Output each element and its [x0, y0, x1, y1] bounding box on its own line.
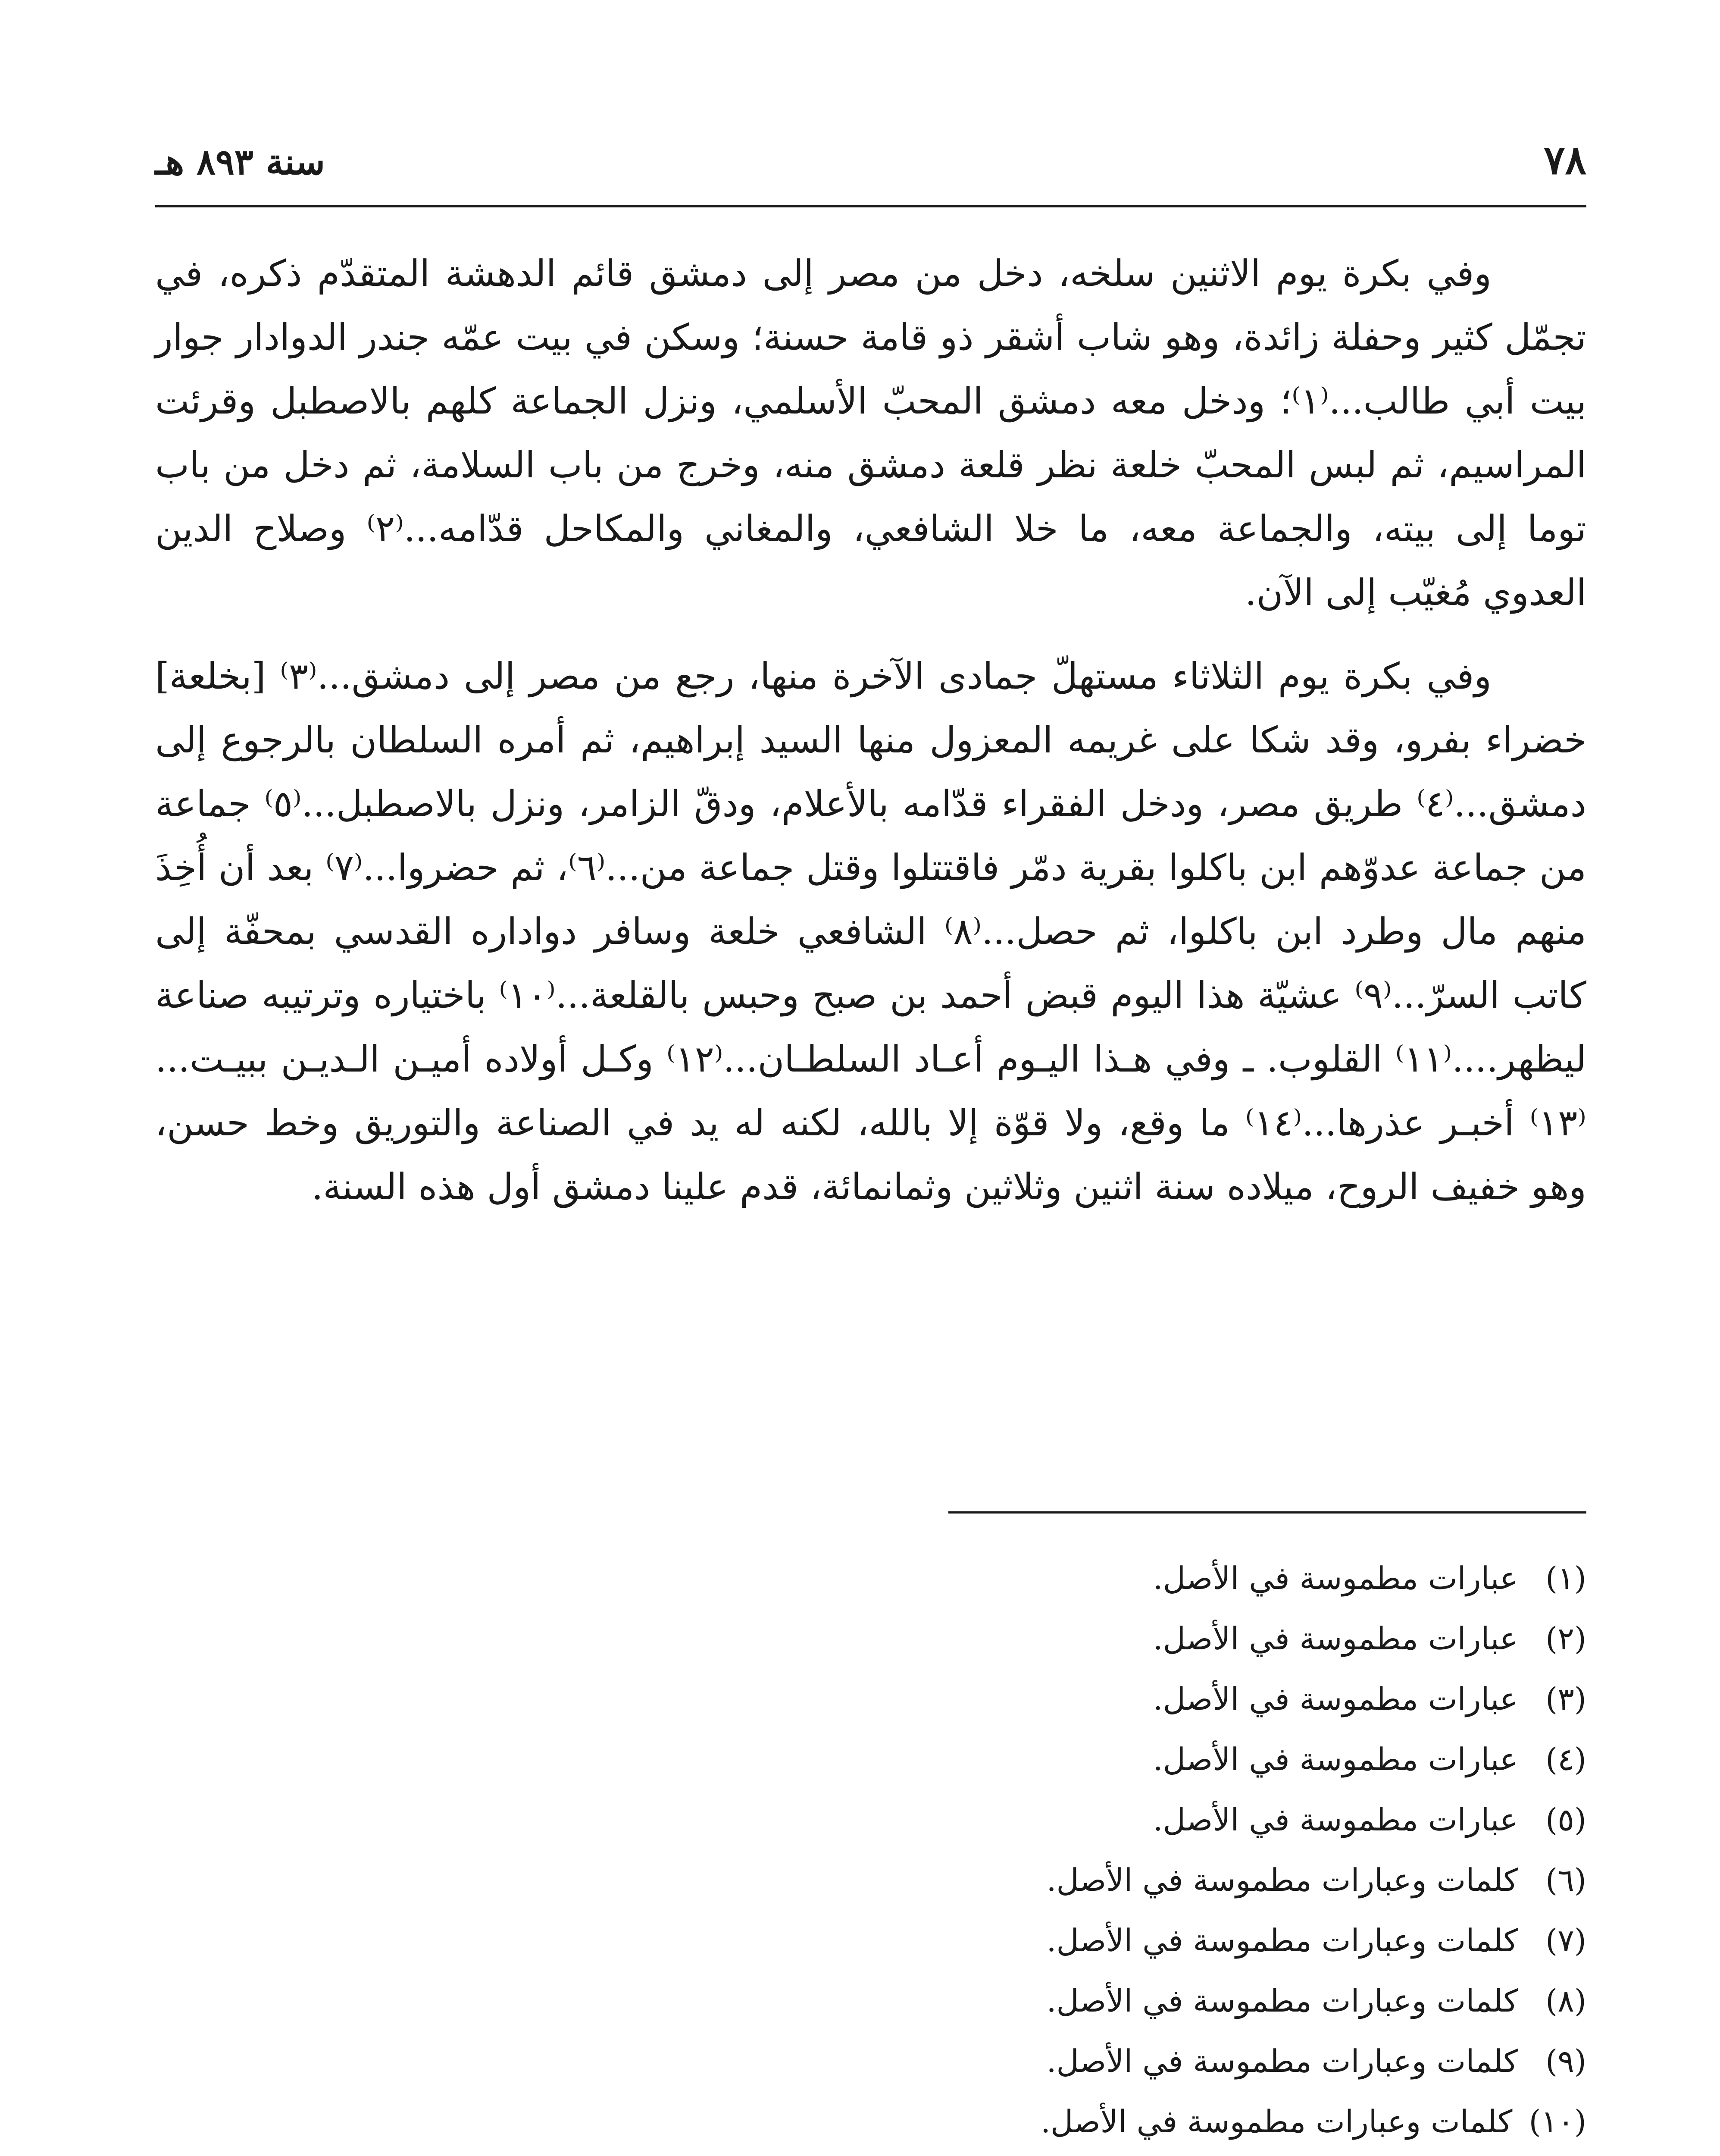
footnote	[810, 2091, 1586, 2152]
paragraph: وفي بكرة يوم الاثنين سلخه، دخل من مصر إلى دمشق قائم الدهشة المتقدّم ذكره، في تجمّل كثير وحفلة زائدة، وهو شاب أشقر ذو قامة حسنة؛ وسكن في بيت عمّه جندر الدوادار جوار بيت أبي طالب...⁽١⁾؛ ودخل معه دمشق المحبّ الأسلمي، ونزل الجماعة كلهم بالاصطبل وقرئت المراسيم، ثم لبس المحبّ خلعة نظر قلعة دمشق منه، وخرج من باب السلامة، ثم دخل من باب توما إلى بيته، والجماعة معه، ما خلا الشافعي، والمغاني والمكاحل قدّامه...⁽٢⁾ وصلاح الدين العدوي مُغيّب إلى الآن.	[155, 252, 1586, 614]
footnote-number: (٩)	[1545, 2043, 1586, 2079]
footnote	[810, 1910, 1586, 1971]
footnote-number: (٨)	[1545, 1983, 1586, 2019]
footnote-number: (٣)	[1545, 1681, 1586, 1717]
body-text	[155, 241, 1586, 1238]
footnote-text: عبارات مطموسة في الأصل.	[1153, 1620, 1518, 1657]
paragraph: وفي بكرة يوم الثلاثاء مستهلّ جمادى الآخرة منها، رجع من مصر إلى دمشق...⁽٣⁾ [بخلعة] خضراء بفرو، وقد شكا على غريمه المعزول منها السيد إبراهيم، ثم أمره السلطان بالرجوع إلى دمشق...⁽٤⁾ طريق مصر، ودخل الفقراء قدّامه بالأعلام، ودقّ الزامر، ونزل بالاصطبل...⁽٥⁾ جماعة من جماعة عدوّهم ابن باكلوا بقرية دمّر فاقتتلوا وقتل جماعة من...⁽٦⁾، ثم حضروا...⁽٧⁾ بعد أن أُخِذَ منهم مال وطرد ابن باكلوا، ثم حصل...⁽٨⁾ الشافعي خلعة وسافر دواداره القدسي بمحفّة إلى كاتب السرّ...⁽٩⁾ عشيّة هذا اليوم قبض أحمد بن صبح وحبس بالقلعة...⁽١٠⁾ باختياره وترتيبه صناعة ليظهر....⁽١١⁾ القلوب. ـ وفي هـذا اليـوم أعـاد السلطـان...⁽١٢⁾ وكـل أولاده أميـن الـديـن ببيـت...⁽١٣⁾ أخبـر عذرها...⁽١٤⁾ ما وقع، ولا قوّة إلا بالله، لكنه له يد في الصناعة والتوريق وخط حسن، وهو خفيف الروح، ميلاده سنة اثنين وثلاثين وثمانمائة، قدم علينا دمشق أول هذه السنة.	[155, 655, 1586, 1208]
footnote-number	[1529, 2152, 1586, 2156]
footnote-text: كلمات وعبارات مطموسة في الأصل.	[1046, 2043, 1518, 2079]
year-heading: سنة ٨٩٣ هـ	[155, 141, 325, 183]
footnote-text: كلمات وعبارات مطموسة في الأصل.	[1046, 1983, 1518, 2019]
running-head	[155, 136, 1586, 196]
footnote-number: (٥)	[1545, 1802, 1586, 1838]
footnote-text: كلمات وعبارات مطموسة في الأصل.	[1041, 2103, 1513, 2140]
footnotes-list	[810, 1548, 1586, 2156]
footnote	[810, 2031, 1586, 2091]
footnote	[810, 2152, 1586, 2156]
footnote-text: كلمات وعبارات مطموسة في الأصل.	[1046, 1862, 1518, 1898]
footnote-number: (١٠)	[1529, 2103, 1586, 2140]
footnote	[810, 1669, 1586, 1729]
footnote-number: (١)	[1545, 1560, 1586, 1596]
page-number: ٧٨	[1544, 137, 1586, 183]
footnote-text: كلمات وعبارات مطموسة في الأصل.	[1046, 1922, 1518, 1959]
footnote	[810, 1971, 1586, 2031]
footnote	[810, 1729, 1586, 1789]
footnote-text	[1041, 2152, 1512, 2156]
footnote	[810, 1548, 1586, 1608]
footnote-text: عبارات مطموسة في الأصل.	[1153, 1560, 1518, 1596]
footnote-number: (٦)	[1545, 1862, 1586, 1898]
footnote-text: عبارات مطموسة في الأصل.	[1153, 1802, 1518, 1838]
footnote	[810, 1789, 1586, 1850]
footnote-number: (٢)	[1545, 1620, 1586, 1657]
footnote-number: (٧)	[1545, 1922, 1586, 1959]
footnote	[810, 1608, 1586, 1669]
footnote-rule	[948, 1511, 1586, 1514]
footnote-text: عبارات مطموسة في الأصل.	[1153, 1741, 1518, 1777]
footnote-number: (٤)	[1545, 1741, 1586, 1777]
footnote	[810, 1850, 1586, 1910]
footnote-text: عبارات مطموسة في الأصل.	[1153, 1681, 1518, 1717]
header-rule	[155, 205, 1586, 207]
